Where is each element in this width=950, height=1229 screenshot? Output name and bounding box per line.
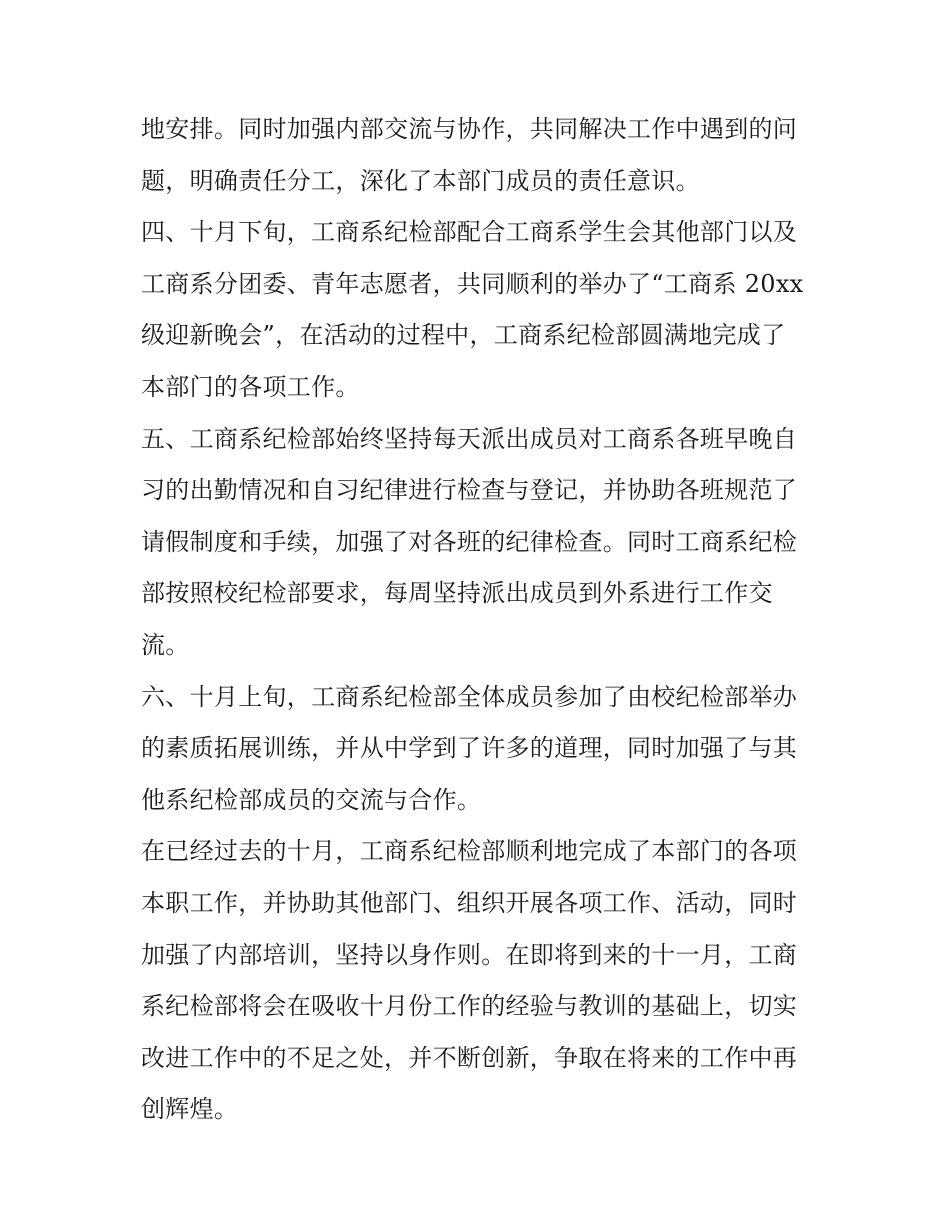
text-line: 本职工作，并协助其他部门、组织开展各项工作、活动，同时	[141, 888, 798, 917]
text-line: 六、十月上旬，工商系纪检部全体成员参加了由校纪检部举办	[141, 682, 798, 711]
text-line: 流。	[141, 630, 190, 659]
paragraph-item-6	[141, 672, 813, 827]
paragraph-summary	[141, 826, 813, 1136]
text-line: 部按照校纪检部要求，每周坚持派出成员到外系进行工作交	[141, 579, 773, 608]
text-line: 工商系分团委、青年志愿者，共同顺利的举办了“工商系 20xx	[141, 269, 804, 298]
paragraph-item-4	[141, 207, 813, 413]
text-line: 本部门的各项工作。	[141, 372, 360, 401]
text-line: 四、十月下旬，工商系纪检部配合工商系学生会其他部门以及	[141, 218, 798, 247]
text-line: 改进工作中的不足之处，并不断创新，争取在将来的工作中再	[141, 1043, 798, 1072]
text-line: 题，明确责任分工，深化了本部门成员的责任意识。	[141, 166, 700, 195]
document-body	[141, 104, 813, 1136]
text-line: 在已经过去的十月，工商系纪检部顺利地完成了本部门的各项	[141, 837, 798, 866]
text-line: 习的出勤情况和自习纪律进行检查与登记，并协助各班规范了	[141, 476, 798, 505]
text-line: 级迎新晚会”，在活动的过程中，工商系纪检部圆满地完成了	[141, 321, 786, 350]
text-line: 加强了内部培训，坚持以身作则。在即将到来的十一月，工商	[141, 940, 798, 969]
text-line: 他系纪检部成员的交流与合作。	[141, 785, 482, 814]
text-line: 请假制度和手续，加强了对各班的纪律检查。同时工商系纪检	[141, 527, 798, 556]
text-line: 五、工商系纪检部始终坚持每天派出成员对工商系各班早晚自	[141, 424, 798, 453]
paragraph-continuation	[141, 104, 813, 207]
text-line: 创辉煌。	[141, 1095, 239, 1124]
text-line: 系纪检部将会在吸收十月份工作的经验与教训的基础上，切实	[141, 992, 798, 1021]
text-line: 的素质拓展训练，并从中学到了许多的道理，同时加强了与其	[141, 734, 798, 763]
text-line: 地安排。同时加强内部交流与协作，共同解决工作中遇到的问	[141, 115, 798, 143]
paragraph-item-5	[141, 414, 813, 672]
